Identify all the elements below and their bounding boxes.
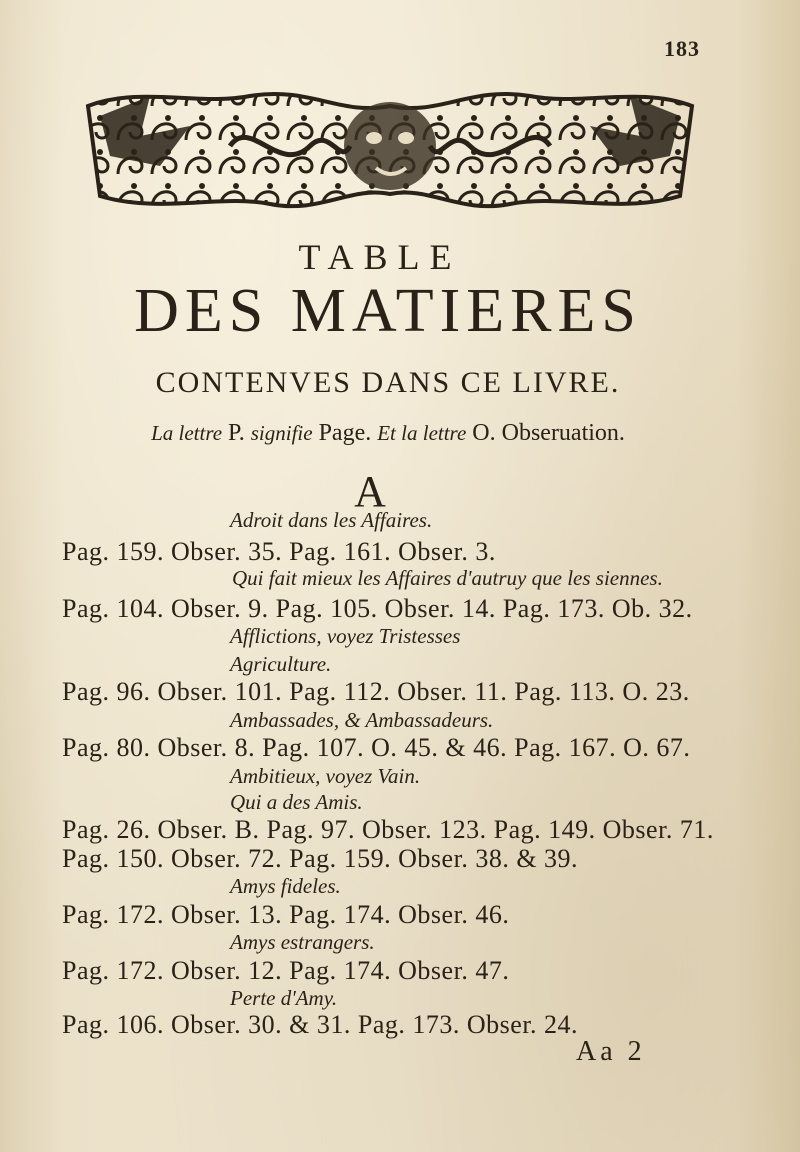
- section-letter: A: [354, 467, 386, 516]
- entry-heading: Perte d'Amy.: [230, 986, 338, 1010]
- legend-part-1: La lettre: [151, 421, 223, 445]
- entry-heading: Amys estrangers.: [230, 930, 375, 954]
- legend-part-5: Et la lettre: [377, 421, 467, 445]
- entry-references: Pag. 104. Obser. 9. Pag. 105. Obser. 14. Pag. 173. Ob. 32.: [62, 594, 693, 623]
- entry-heading: Afflictions, voyez Tristesses: [230, 624, 461, 648]
- entry-heading: Qui a des Amis.: [230, 790, 363, 814]
- decorative-headpiece-ornament: [80, 76, 700, 216]
- entry-heading: Ambassades, & Ambassadeurs.: [230, 708, 494, 732]
- entry-heading: Agriculture.: [230, 652, 332, 676]
- entry-references: Pag. 150. Obser. 72. Pag. 159. Obser. 38. & 39.: [62, 844, 579, 873]
- entry-references: Pag. 159. Obser. 35. Pag. 161. Obser. 3.: [62, 537, 496, 566]
- signature-mark: Aa 2: [576, 1036, 646, 1067]
- entry-references: Pag. 106. Obser. 30. & 31. Pag. 173. Obser. 24.: [62, 1010, 579, 1039]
- entry-references: Pag. 96. Obser. 101. Pag. 112. Obser. 11. Pag. 113. O. 23.: [62, 677, 690, 706]
- entry-references: Pag. 26. Obser. B. Pag. 97. Obser. 123. Pag. 149. Obser. 71.: [62, 815, 714, 844]
- legend-part-4: Page.: [318, 420, 372, 446]
- title-table: TABLE: [298, 237, 462, 277]
- title-contenues: CONTENVES DANS CE LIVRE.: [155, 366, 621, 399]
- page-number: 183: [664, 36, 700, 61]
- entry-references: Pag. 80. Obser. 8. Pag. 107. O. 45. & 46. Pag. 167. O. 67.: [62, 733, 691, 762]
- entry-heading: Qui fait mieux les Affaires d'autruy que les siennes.: [232, 566, 663, 590]
- entry-heading: Amys fideles.: [230, 874, 341, 898]
- entry-references: Pag. 172. Obser. 13. Pag. 174. Obser. 46.: [62, 900, 510, 929]
- legend-part-6: O. Obseruation.: [472, 420, 625, 446]
- entry-heading: Adroit dans les Affaires.: [230, 508, 433, 532]
- legend-part-3: signifie: [250, 421, 313, 445]
- legend-line: [0, 420, 776, 447]
- legend-part-2: P.: [228, 420, 245, 446]
- title-des-matieres: DES MATIERES: [134, 277, 642, 345]
- entry-heading: Ambitieux, voyez Vain.: [230, 764, 421, 788]
- entry-references: Pag. 172. Obser. 12. Pag. 174. Obser. 47.: [62, 956, 510, 985]
